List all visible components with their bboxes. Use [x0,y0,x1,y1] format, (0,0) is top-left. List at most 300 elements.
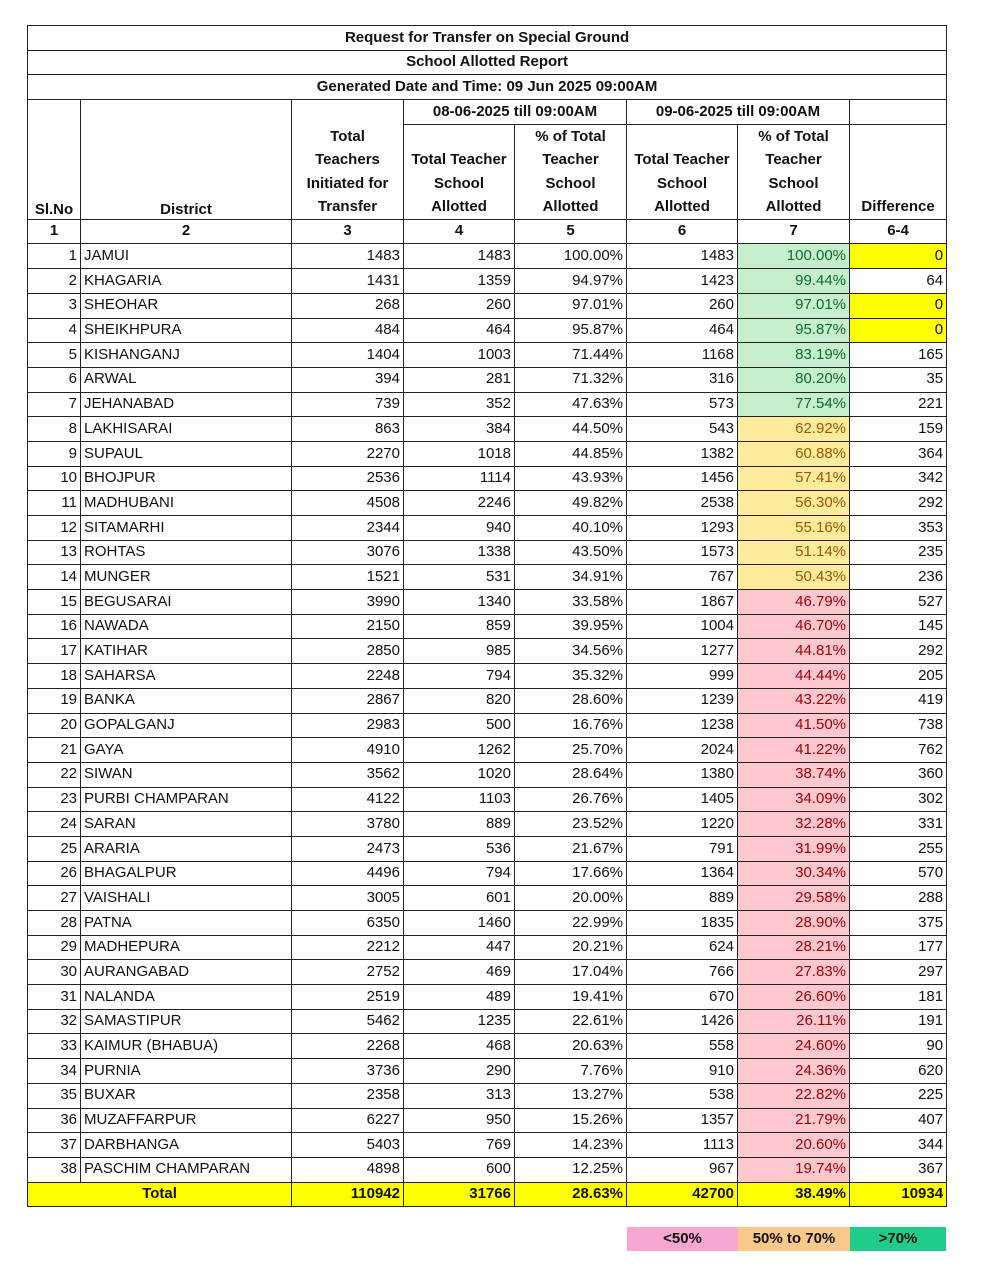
cell-allotted-2: 1426 [627,1009,738,1034]
cell-difference: 620 [850,1059,947,1084]
cell-allotted-2: 1405 [627,787,738,812]
table-row [28,614,947,639]
cell-district: JAMUI [81,244,292,269]
cell-total-initiated: 3736 [292,1059,404,1084]
cell-allotted-2: 967 [627,1157,738,1182]
cell-pct-2: 19.74% [738,1157,850,1182]
col-number: 3 [292,219,404,244]
col-number: 6-4 [850,219,947,244]
cell-slno: 16 [28,614,81,639]
cell-pct-1: 12.25% [515,1157,627,1182]
cell-pct-2: 97.01% [738,293,850,318]
cell-district: SAMASTIPUR [81,1009,292,1034]
cell-pct-2: 27.83% [738,960,850,985]
cell-allotted-2: 573 [627,392,738,417]
cell-allotted-1: 794 [404,664,515,689]
cell-total-initiated: 2519 [292,985,404,1010]
cell-district: NALANDA [81,985,292,1010]
cell-total-initiated: 4508 [292,491,404,516]
cell-pct-1: 20.00% [515,886,627,911]
cell-difference: 375 [850,911,947,936]
table-row [28,1133,947,1158]
table-row [28,293,947,318]
cell-pct-2: 77.54% [738,392,850,417]
cell-slno: 28 [28,911,81,936]
cell-pct-2: 28.21% [738,935,850,960]
cell-slno: 25 [28,836,81,861]
cell-slno: 9 [28,441,81,466]
cell-total-initiated: 484 [292,318,404,343]
cell-pct-2: 41.22% [738,738,850,763]
cell-pct-1: 17.04% [515,960,627,985]
cell-difference: 145 [850,614,947,639]
cell-difference: 353 [850,516,947,541]
cell-slno: 11 [28,491,81,516]
cell-difference: 181 [850,985,947,1010]
cell-slno: 13 [28,540,81,565]
cell-district: ARWAL [81,367,292,392]
cell-difference: 255 [850,836,947,861]
cell-total-initiated: 6227 [292,1108,404,1133]
report-title: Request for Transfer on Special Ground [28,26,947,51]
table-row [28,1034,947,1059]
cell-district: MADHUBANI [81,491,292,516]
cell-slno: 31 [28,985,81,1010]
cell-total-initiated: 4898 [292,1157,404,1182]
legend-above-70: >70% [850,1227,946,1251]
header-slno: Sl.No [28,100,81,220]
cell-allotted-2: 2538 [627,491,738,516]
cell-allotted-1: 531 [404,565,515,590]
col-number: 4 [404,219,515,244]
cell-district: ARARIA [81,836,292,861]
cell-pct-2: 44.44% [738,664,850,689]
cell-total-initiated: 4496 [292,861,404,886]
cell-pct-1: 23.52% [515,812,627,837]
cell-allotted-2: 464 [627,318,738,343]
cell-slno: 37 [28,1133,81,1158]
cell-slno: 33 [28,1034,81,1059]
cell-allotted-1: 313 [404,1083,515,1108]
cell-difference: 407 [850,1108,947,1133]
cell-allotted-1: 1262 [404,738,515,763]
table-row [28,516,947,541]
cell-allotted-1: 950 [404,1108,515,1133]
cell-pct-1: 40.10% [515,516,627,541]
cell-total-initiated: 2344 [292,516,404,541]
cell-allotted-2: 1382 [627,441,738,466]
cell-allotted-1: 1460 [404,911,515,936]
col-number: 1 [28,219,81,244]
cell-total-initiated: 2212 [292,935,404,960]
cell-slno: 36 [28,1108,81,1133]
cell-pct-2: 60.88% [738,441,850,466]
cell-pct-2: 55.16% [738,516,850,541]
cell-pct-2: 31.99% [738,836,850,861]
cell-allotted-1: 536 [404,836,515,861]
cell-allotted-1: 889 [404,812,515,837]
cell-allotted-1: 464 [404,318,515,343]
col-number: 6 [627,219,738,244]
cell-allotted-1: 1359 [404,269,515,294]
cell-difference: 235 [850,540,947,565]
cell-allotted-1: 985 [404,639,515,664]
total-value: 31766 [404,1182,515,1207]
cell-difference: 344 [850,1133,947,1158]
cell-allotted-2: 316 [627,367,738,392]
cell-slno: 10 [28,466,81,491]
cell-difference: 762 [850,738,947,763]
cell-slno: 5 [28,343,81,368]
cell-pct-2: 43.22% [738,688,850,713]
cell-pct-1: 19.41% [515,985,627,1010]
table-row [28,812,947,837]
cell-slno: 35 [28,1083,81,1108]
cell-district: PURBI CHAMPARAN [81,787,292,812]
cell-district: LAKHISARAI [81,417,292,442]
cell-district: BHOJPUR [81,466,292,491]
cell-allotted-2: 558 [627,1034,738,1059]
table-row [28,664,947,689]
cell-difference: 302 [850,787,947,812]
cell-pct-2: 26.11% [738,1009,850,1034]
cell-pct-2: 24.36% [738,1059,850,1084]
report-subtitle: School Allotted Report [28,50,947,75]
cell-district: JEHANABAD [81,392,292,417]
cell-total-initiated: 2270 [292,441,404,466]
cell-allotted-2: 1456 [627,466,738,491]
cell-allotted-2: 1483 [627,244,738,269]
cell-pct-2: 100.00% [738,244,850,269]
cell-slno: 4 [28,318,81,343]
cell-district: KAIMUR (BHABUA) [81,1034,292,1059]
cell-pct-1: 28.60% [515,688,627,713]
cell-slno: 18 [28,664,81,689]
header-pct-2: % of Total Teacher School Allotted [738,124,850,219]
col-number: 5 [515,219,627,244]
cell-difference: 159 [850,417,947,442]
cell-slno: 24 [28,812,81,837]
header-blank [850,100,947,125]
cell-pct-1: 97.01% [515,293,627,318]
cell-allotted-1: 820 [404,688,515,713]
cell-difference: 0 [850,293,947,318]
header-period-2: 09-06-2025 till 09:00AM [627,100,850,125]
generated-datetime: Generated Date and Time: 09 Jun 2025 09:00AM [28,75,947,100]
cell-total-initiated: 2473 [292,836,404,861]
cell-pct-1: 16.76% [515,713,627,738]
table-row [28,466,947,491]
cell-pct-1: 15.26% [515,1108,627,1133]
cell-allotted-1: 384 [404,417,515,442]
cell-allotted-2: 1293 [627,516,738,541]
cell-pct-2: 83.19% [738,343,850,368]
cell-allotted-1: 940 [404,516,515,541]
total-value: 110942 [292,1182,404,1207]
cell-district: MUZAFFARPUR [81,1108,292,1133]
cell-pct-1: 49.82% [515,491,627,516]
cell-allotted-1: 1338 [404,540,515,565]
cell-district: MADHEPURA [81,935,292,960]
column-number-row [28,219,947,244]
cell-slno: 1 [28,244,81,269]
cell-slno: 19 [28,688,81,713]
cell-allotted-1: 1235 [404,1009,515,1034]
cell-allotted-1: 352 [404,392,515,417]
header-period-1: 08-06-2025 till 09:00AM [404,100,627,125]
cell-pct-1: 71.44% [515,343,627,368]
cell-allotted-2: 1238 [627,713,738,738]
table-row [28,762,947,787]
cell-pct-2: 21.79% [738,1108,850,1133]
cell-total-initiated: 3990 [292,590,404,615]
cell-allotted-2: 910 [627,1059,738,1084]
cell-difference: 205 [850,664,947,689]
cell-pct-1: 44.85% [515,441,627,466]
cell-pct-1: 39.95% [515,614,627,639]
cell-total-initiated: 4910 [292,738,404,763]
legend-below-50: <50% [627,1227,738,1251]
cell-district: MUNGER [81,565,292,590]
cell-district: DARBHANGA [81,1133,292,1158]
table-row [28,688,947,713]
table-row [28,713,947,738]
cell-difference: 367 [850,1157,947,1182]
cell-pct-1: 34.91% [515,565,627,590]
cell-difference: 177 [850,935,947,960]
cell-total-initiated: 1483 [292,244,404,269]
cell-allotted-1: 1340 [404,590,515,615]
table-row [28,886,947,911]
header-pct-1: % of Total Teacher School Allotted [515,124,627,219]
cell-district: SITAMARHI [81,516,292,541]
cell-allotted-2: 260 [627,293,738,318]
cell-total-initiated: 2150 [292,614,404,639]
table-row [28,861,947,886]
cell-difference: 364 [850,441,947,466]
cell-slno: 32 [28,1009,81,1034]
cell-pct-2: 22.82% [738,1083,850,1108]
cell-slno: 14 [28,565,81,590]
cell-difference: 165 [850,343,947,368]
cell-district: NAWADA [81,614,292,639]
cell-pct-2: 32.28% [738,812,850,837]
cell-allotted-2: 766 [627,960,738,985]
table-row [28,343,947,368]
cell-district: SHEOHAR [81,293,292,318]
table-row [28,441,947,466]
cell-district: SUPAUL [81,441,292,466]
cell-district: KATIHAR [81,639,292,664]
cell-allotted-2: 999 [627,664,738,689]
cell-pct-1: 33.58% [515,590,627,615]
cell-district: VAISHALI [81,886,292,911]
cell-district: SAHARSA [81,664,292,689]
cell-total-initiated: 394 [292,367,404,392]
col-number: 2 [81,219,292,244]
cell-difference: 570 [850,861,947,886]
legend-50-to-70: 50% to 70% [738,1227,850,1251]
cell-allotted-1: 2246 [404,491,515,516]
total-value: 28.63% [515,1182,627,1207]
cell-pct-2: 62.92% [738,417,850,442]
cell-difference: 64 [850,269,947,294]
cell-total-initiated: 2752 [292,960,404,985]
cell-allotted-1: 281 [404,367,515,392]
cell-pct-2: 34.09% [738,787,850,812]
table-row [28,318,947,343]
cell-pct-1: 34.56% [515,639,627,664]
cell-allotted-1: 290 [404,1059,515,1084]
cell-pct-1: 13.27% [515,1083,627,1108]
cell-slno: 6 [28,367,81,392]
cell-pct-1: 20.21% [515,935,627,960]
table-row [28,1157,947,1182]
cell-slno: 2 [28,269,81,294]
cell-difference: 419 [850,688,947,713]
cell-allotted-1: 1020 [404,762,515,787]
cell-allotted-2: 1867 [627,590,738,615]
cell-pct-2: 57.41% [738,466,850,491]
cell-total-initiated: 739 [292,392,404,417]
cell-pct-2: 51.14% [738,540,850,565]
cell-difference: 90 [850,1034,947,1059]
cell-district: SARAN [81,812,292,837]
cell-difference: 360 [850,762,947,787]
cell-district: BANKA [81,688,292,713]
cell-total-initiated: 3005 [292,886,404,911]
table-row [28,491,947,516]
cell-difference: 331 [850,812,947,837]
cell-district: BUXAR [81,1083,292,1108]
cell-allotted-2: 1277 [627,639,738,664]
cell-pct-1: 43.50% [515,540,627,565]
cell-slno: 38 [28,1157,81,1182]
col-number: 7 [738,219,850,244]
cell-allotted-2: 1220 [627,812,738,837]
cell-allotted-2: 791 [627,836,738,861]
cell-allotted-2: 1835 [627,911,738,936]
cell-pct-2: 28.90% [738,911,850,936]
cell-district: ROHTAS [81,540,292,565]
cell-total-initiated: 2867 [292,688,404,713]
cell-allotted-2: 2024 [627,738,738,763]
cell-slno: 21 [28,738,81,763]
cell-pct-1: 95.87% [515,318,627,343]
table-row [28,1009,947,1034]
cell-total-initiated: 2358 [292,1083,404,1108]
cell-slno: 15 [28,590,81,615]
cell-district: BHAGALPUR [81,861,292,886]
cell-allotted-1: 769 [404,1133,515,1158]
cell-allotted-1: 447 [404,935,515,960]
cell-allotted-1: 469 [404,960,515,985]
cell-difference: 236 [850,565,947,590]
table-row [28,392,947,417]
cell-difference: 221 [850,392,947,417]
cell-allotted-1: 260 [404,293,515,318]
cell-slno: 7 [28,392,81,417]
cell-pct-1: 43.93% [515,466,627,491]
cell-district: SHEIKHPURA [81,318,292,343]
cell-district: KHAGARIA [81,269,292,294]
cell-allotted-1: 489 [404,985,515,1010]
cell-pct-2: 99.44% [738,269,850,294]
total-value: 38.49% [738,1182,850,1207]
cell-pct-1: 47.63% [515,392,627,417]
cell-difference: 0 [850,244,947,269]
cell-slno: 8 [28,417,81,442]
total-row [28,1182,947,1207]
cell-district: PASCHIM CHAMPARAN [81,1157,292,1182]
header-allotted-1: Total Teacher School Allotted [404,124,515,219]
cell-district: KISHANGANJ [81,343,292,368]
cell-pct-1: 94.97% [515,269,627,294]
cell-difference: 342 [850,466,947,491]
cell-district: PATNA [81,911,292,936]
header-total-initiated: Total Teachers Initiated for Transfer [292,100,404,220]
cell-allotted-2: 1239 [627,688,738,713]
cell-total-initiated: 2983 [292,713,404,738]
cell-pct-2: 26.60% [738,985,850,1010]
cell-total-initiated: 1431 [292,269,404,294]
table-row [28,787,947,812]
cell-allotted-2: 1004 [627,614,738,639]
cell-pct-1: 44.50% [515,417,627,442]
table-row [28,639,947,664]
cell-pct-1: 7.76% [515,1059,627,1084]
table-row [28,367,947,392]
report-table [27,25,947,1207]
cell-district: SIWAN [81,762,292,787]
cell-pct-2: 29.58% [738,886,850,911]
cell-total-initiated: 3780 [292,812,404,837]
total-value: 42700 [627,1182,738,1207]
cell-allotted-1: 859 [404,614,515,639]
table-row [28,1083,947,1108]
cell-allotted-2: 538 [627,1083,738,1108]
cell-difference: 297 [850,960,947,985]
cell-pct-2: 41.50% [738,713,850,738]
cell-total-initiated: 4122 [292,787,404,812]
cell-allotted-2: 1113 [627,1133,738,1158]
cell-pct-2: 24.60% [738,1034,850,1059]
cell-pct-2: 46.70% [738,614,850,639]
cell-allotted-1: 1483 [404,244,515,269]
table-row [28,1108,947,1133]
cell-pct-2: 80.20% [738,367,850,392]
cell-allotted-2: 1364 [627,861,738,886]
cell-pct-1: 71.32% [515,367,627,392]
cell-allotted-1: 794 [404,861,515,886]
cell-total-initiated: 2850 [292,639,404,664]
cell-pct-2: 20.60% [738,1133,850,1158]
cell-difference: 292 [850,639,947,664]
table-row [28,738,947,763]
table-row [28,1059,947,1084]
table-row [28,565,947,590]
cell-allotted-2: 670 [627,985,738,1010]
cell-slno: 20 [28,713,81,738]
cell-district: PURNIA [81,1059,292,1084]
cell-allotted-1: 1114 [404,466,515,491]
cell-slno: 30 [28,960,81,985]
cell-allotted-2: 1573 [627,540,738,565]
cell-pct-1: 100.00% [515,244,627,269]
cell-pct-2: 44.81% [738,639,850,664]
cell-slno: 26 [28,861,81,886]
total-label: Total [28,1182,292,1207]
